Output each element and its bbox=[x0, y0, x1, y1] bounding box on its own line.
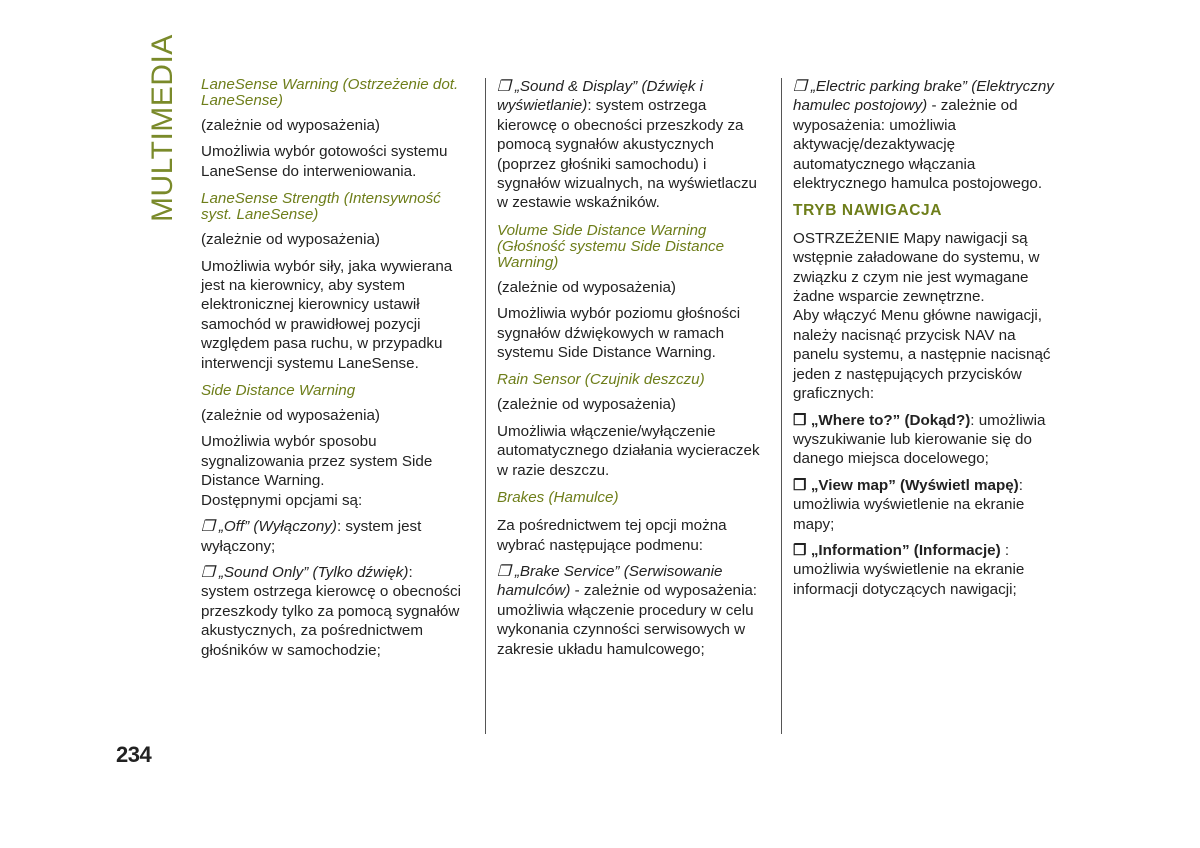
column-3 bbox=[793, 77, 1061, 606]
availability-note: (zależnie od wyposażenia) bbox=[201, 117, 380, 134]
paragraph: Dostępnymi opcjami są: bbox=[201, 491, 363, 509]
option-text: : system ostrzega kierowcę o obecności przeszkody tylko za pomocą sygnałów akustycznych, za pośrednictwem głośników w samochodzie; bbox=[201, 563, 461, 659]
section-heading-navigation: TRYB NAWIGACJA bbox=[793, 202, 943, 220]
list-item bbox=[201, 517, 463, 556]
option-label: ❒ „Information” (Informacje) bbox=[793, 541, 1001, 559]
heading-lanesense-warning: LaneSense Warning (Ostrzeżenie dot. LaneSense) bbox=[201, 76, 459, 109]
list-item bbox=[201, 563, 463, 660]
option-label: ❒ „Sound Only” (Tylko dźwięk) bbox=[201, 563, 409, 581]
availability-note: (zależnie od wyposażenia) bbox=[497, 278, 676, 296]
column-divider-2 bbox=[781, 78, 782, 734]
page-number: 234 bbox=[116, 742, 152, 767]
option-label: ❒ „Where to?” (Dokąd?) bbox=[793, 411, 971, 429]
option-text: : system jest wyłączony; bbox=[201, 518, 422, 555]
availability-note: (zależnie od wyposażenia) bbox=[497, 396, 676, 414]
paragraph: Umożliwia wybór gotowości systemu LaneSense do interweniowania. bbox=[201, 143, 448, 180]
heading-side-distance-warning: Side Distance Warning bbox=[201, 382, 356, 400]
list-item bbox=[793, 476, 1061, 534]
column-divider-1 bbox=[485, 78, 486, 734]
list-item bbox=[497, 77, 769, 213]
option-label: ❒ „View map” (Wyświetl mapę) bbox=[793, 476, 1019, 494]
column-2 bbox=[497, 77, 769, 666]
option-label: ❒ „Sound & Display” (Dźwięk i wyświetlanie) bbox=[497, 78, 704, 115]
option-text: - zależnie od wyposażenia: umożliwia włączenie procedury w celu wykonania czynności serwisowych w zakresie układu hamulcowego; bbox=[497, 582, 758, 658]
list-item bbox=[793, 541, 1061, 599]
option-label: ❒ „Off” (Wyłączony) bbox=[201, 518, 337, 536]
heading-rain-sensor: Rain Sensor (Czujnik deszczu) bbox=[497, 371, 705, 389]
list-item bbox=[793, 411, 1061, 469]
option-text: : umożliwia wyświetlenie na ekranie mapy; bbox=[793, 476, 1025, 533]
option-label: ❒ „Electric parking brake” (Elektryczny hamulec postojowy) bbox=[793, 78, 1054, 115]
availability-note: (zależnie od wyposażenia) bbox=[201, 231, 380, 249]
heading-brakes: Brakes (Hamulce) bbox=[497, 489, 619, 507]
list-item bbox=[497, 562, 769, 659]
paragraph: Umożliwia włączenie/wyłączenie automatycznego działania wycieraczek w razie deszczu. bbox=[497, 422, 760, 479]
paragraph: Za pośrednictwem tej opcji można wybrać następujące podmenu: bbox=[497, 517, 727, 554]
option-label: ❒ „Brake Service” (Serwisowanie hamulców) bbox=[497, 562, 723, 600]
paragraph: Umożliwia wybór siły, jaka wywierana jest na kierownicy, aby system elektronicznej kierownicy ustawił samochód w prawidłowej pozycji względem pasa ruchu, w przypadku interwencji systemu LaneSense. bbox=[201, 257, 453, 372]
warning-paragraph: OSTRZEŻENIE Mapy nawigacji są wstępnie załadowane do systemu, w związku z czym nie jest wymagane żadne wsparcie zewnętrzne. bbox=[793, 229, 1040, 306]
option-text: : umożliwia wyszukiwanie lub kierowanie się do danego miejsca docelowego; bbox=[793, 411, 1046, 468]
paragraph: Umożliwia wybór poziomu głośności sygnałów dźwiękowych w ramach systemu Side Distance Warning. bbox=[497, 305, 741, 362]
option-text: : system ostrzega kierowcę o obecności przeszkody za pomocą sygnałów akustycznych (poprzez głośniki samochodu) i sygnałów wizualnych, na wyświetlaczu w zestawie wskaźników. bbox=[497, 97, 757, 212]
heading-volume-side-distance: Volume Side Distance Warning (Głośność systemu Side Distance Warning) bbox=[497, 221, 725, 271]
paragraph: Aby włączyć Menu główne nawigacji, należy nacisnąć przycisk NAV na panelu systemu, a następnie nacisnąć jeden z następujących przycisków graficznych: bbox=[793, 307, 1051, 403]
list-item bbox=[793, 77, 1061, 193]
option-text: : umożliwia wyświetlenie na ekranie informacji dotyczących nawigacji; bbox=[793, 541, 1025, 598]
option-text: - zależnie od wyposażenia: umożliwia aktywację/dezaktywację automatycznego włączania elektrycznego hamulca postojowego. bbox=[793, 97, 1043, 193]
availability-note: (zależnie od wyposażenia) bbox=[201, 407, 380, 425]
heading-lanesense-strength: LaneSense Strength (Intensywność syst. LaneSense) bbox=[201, 190, 441, 224]
paragraph: Umożliwia wybór sposobu sygnalizowania przez system Side Distance Warning. bbox=[201, 433, 433, 490]
section-side-title: MULTIMEDIA bbox=[146, 34, 179, 222]
column-1 bbox=[201, 77, 463, 667]
